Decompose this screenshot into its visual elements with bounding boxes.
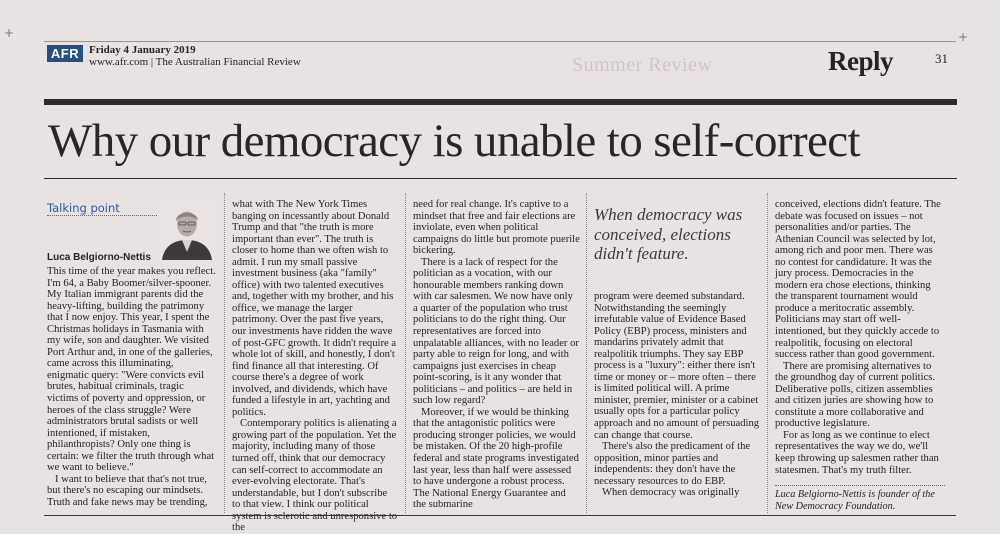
column-divider (586, 193, 587, 513)
article-column-5 (775, 199, 945, 484)
masthead-info (89, 44, 301, 68)
article-column-3 (413, 199, 580, 509)
page-number: 31 (935, 51, 948, 66)
paragraph: When democracy was originally (602, 487, 740, 499)
paragraph: Contemporary politics is alienating a growing part of the population. Yet the majority, including many of those turned off, think that our democracy can self-correct to accommodate an ever-evolving electorate. That's understandable, but I don't subscribe to that view. I think our political system is sclerotic and unresponsive to the (232, 418, 398, 534)
paragraph: Moreover, if we would be thinking that the antagonistic politics were producing stronger policies, we would be mistaken. Of the 20 high-profile federal and state programs investigated last year, less than half were assessed to have undergone a robust process. The National Energy Guarantee and the submarine (413, 406, 579, 511)
paragraph: There is a lack of respect for the politician as a vocation, with our honourable members ranking down with car salesmen. We now have only a quarter of the population who trust politicians to do the right thing. Our representatives are forced into unpalatable alliances, with no leader or party able to reign for long, and with campaigns just exercises in cheap point-scoring, is it any wonder that politicians – and politics – are held in such low regard? (413, 256, 579, 407)
paragraph: This time of the year makes you reflect. I'm 64, a Baby Boomer/silver-spooner. My Italian immigrant parents did the heavy-lifting, building the patrimony that I now enjoy. This year, I spent the Christmas holidays in Tasmania with my wife, son and daughter. We visited Port Arthur and, in one of the galleries, came across this illuminating, enigmatic query: "Were convicts evil brutes, habitual criminals, tragic victims of poverty and oppression, or heroes of the class struggle? Were administrators brutal sadists or well intentioned, if mistaken, philanthropists? Only one thing is certain: we filter the truth through what we want to believe." (47, 266, 216, 474)
bottom-rule (44, 515, 956, 516)
article-column-1 (47, 266, 217, 508)
article-column-4 (594, 291, 760, 513)
show-through-text: Summer Review (572, 54, 713, 76)
paragraph: I want to believe that that's not true, but there's no escaping our mindsets. Truth and fake news may be trending, (47, 473, 208, 508)
bio-rule (775, 485, 945, 486)
paragraph: There's also the predicament of the opposition, minor parties and independents: they don't have the necessary resources to do EBP. (594, 441, 751, 487)
paragraph: There are promising alternatives to the groundhog day of current politics. Deliberative polls, citizen assemblies and citizen juries are showing how to constitute a more collaborative and productive legislature. (775, 360, 936, 430)
registration-mark-icon: + (4, 26, 15, 40)
paragraph: what with The New York Times banging on incessantly about Donald Trump and that "the truth is more important than ever". The truth is closer to home than we often wish to admit. I run my small passive investment business (aka "family" office) with two talented executives and, together with my brother, and his office, we manage the larger patrimony. Over the past five years, our investments have ridden the wave of post-GFC growth. It didn't require a whole lot of skill, and honestly, I don't find finance all that interesting. Of course there's a degree of work involved, and dividends, which have funded a lifestyle in art, yachting and politics. (232, 199, 397, 418)
headline: Why our democracy is unable to self-correct (48, 115, 861, 167)
headline-bottom-rule (44, 178, 957, 179)
afr-logo: AFR (47, 45, 83, 62)
paragraph: conceived, elections didn't feature. The debate was focused on issues – not personalities and/or parties. The Athenian Council was selected by lot, among rich and poor men. There was no contest for candidature. It was the jury process. Democracies in the modern era chose elections, thinking the transparent tournament would produce a meritocratic assembly. Politicians may start off well-intentioned, but they quickly accede to realpolitik, focusing on electoral success rather than good government. (775, 199, 941, 361)
paragraph: need for real change. It's captive to a mindset that free and fair elections are inviolate, even when political campaigns do little but promote puerile bickering. (413, 199, 580, 257)
paragraph: For as long as we continue to elect representatives the way we do, we'll keep throwing up salesmen rather than statesmen. That's my truth filter. (775, 429, 939, 476)
column-divider (224, 193, 225, 513)
author-bio: Luca Belgiorno-Nettis is founder of the New Democracy Foundation. (775, 489, 935, 512)
paragraph: program were deemed substandard. Notwithstanding the seemingly irrefutable value of Evidence Based Policy (EBP) process, ministers and mandarins privately admit that realpolitik triumphs. They say EBP process is a "luxury": either there isn't time or money or – more often – there is limited political will. A prime minister, premier, minister or a cabinet usually opts for a particular policy approach and no amount of persuading can change that course. (594, 291, 760, 441)
issue-date: Friday 4 January 2019 (89, 44, 196, 56)
author-byline: Luca Belgiorno-Nettis (47, 252, 151, 263)
kicker-rule (47, 215, 157, 216)
headline-top-rule (44, 99, 957, 105)
top-rule (44, 41, 956, 42)
column-divider (405, 193, 406, 513)
article-column-2 (232, 199, 398, 534)
pull-quote: When democracy was conceived, elections didn't feature. (594, 205, 743, 263)
column-divider (767, 193, 768, 513)
kicker-label: Talking point (47, 201, 120, 215)
source-line: www.afr.com | The Australian Financial Review (89, 56, 301, 68)
registration-mark-icon: + (958, 30, 969, 44)
author-photo (158, 202, 216, 260)
section-title: Reply (828, 46, 893, 76)
